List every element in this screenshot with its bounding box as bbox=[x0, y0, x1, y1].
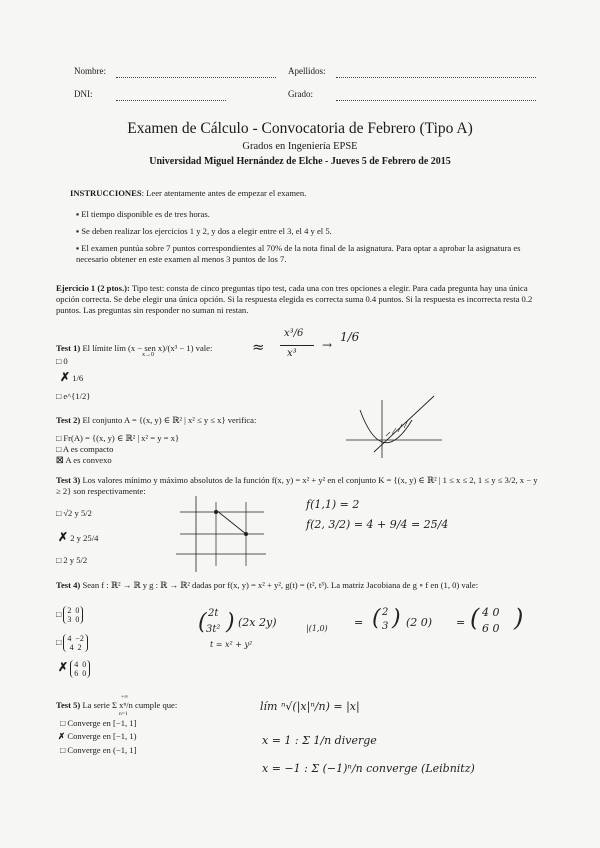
exam-subtitle: Grados en Ingeniería EPSE bbox=[242, 141, 358, 152]
bullet-3: ▪ El examen puntúa sobre 7 puntos correspondientes al 70% de la nota final de la asignatura. Para optar a aprobar la asignatura es necesario obtener en este examen al menos 3 puntos de los 7. bbox=[76, 243, 521, 264]
university-line: Universidad Miguel Hernández de Elche - Jueves 5 de Febrero de 2015 bbox=[149, 156, 451, 167]
nombre-field[interactable] bbox=[116, 77, 276, 78]
test1-hand-num: x³/6 bbox=[284, 328, 304, 339]
test4-hand-row: (2x 2y) bbox=[238, 616, 277, 629]
test5-statement: Test 5) La serie Σ xⁿ/n cumple que: bbox=[56, 700, 178, 710]
test1-option-b[interactable]: ✗ 1/6 bbox=[60, 370, 84, 384]
exam-title: Examen de Cálculo - Convocatoria de Febrero (Tipo A) bbox=[127, 120, 473, 137]
test2-statement: Test 2) El conjunto A = {(x, y) ∈ ℝ² | x² ≤ y ≤ x} verifica: bbox=[56, 415, 257, 425]
test3-hand-2: f(2, 3/2) = 4 + 9/4 = 25/4 bbox=[306, 518, 449, 531]
test1-lim-sub: x→0 bbox=[142, 352, 154, 358]
test1-hand-result: 1/6 bbox=[340, 330, 360, 344]
test1-hand-fracline bbox=[280, 345, 314, 346]
test4-hand-3t2: 3t² bbox=[206, 624, 221, 635]
test5-hand-1: lím ⁿ√(|x|ⁿ/n) = |x| bbox=[260, 700, 360, 713]
test5-sum-bottom: n=1 bbox=[119, 711, 128, 717]
test4-hand-3: 3 bbox=[382, 621, 389, 632]
bullet-1: ▪ El tiempo disponible es de tres horas. bbox=[76, 209, 210, 219]
cross-mark-icon: ☒ bbox=[56, 455, 64, 465]
test4-hand-paren3-close: ) bbox=[514, 604, 524, 632]
test5-hand-3: x = −1 : Σ (−1)ⁿ/n converge (Leibnitz) bbox=[262, 762, 475, 775]
test4-hand-paren-open: ( bbox=[198, 610, 207, 635]
test4-hand-paren2-open: ( bbox=[372, 606, 381, 631]
cross-mark-icon: ✗ bbox=[58, 530, 69, 544]
nombre-label: Nombre: bbox=[74, 66, 106, 76]
test4-hand-row2: (2 0) bbox=[406, 616, 433, 629]
test1-hand-approx: ≈ bbox=[252, 338, 265, 356]
matrix-a: 2 0 3 0 bbox=[63, 606, 83, 624]
test4-hand-paren3-open: ( bbox=[470, 604, 480, 632]
test4-hand-eval: |(1,0) bbox=[306, 624, 328, 633]
test4-hand-r2: 6 0 bbox=[482, 622, 500, 635]
cross-mark-icon: ✗ bbox=[58, 660, 69, 674]
test3-hand-1: f(1,1) = 2 bbox=[306, 498, 360, 511]
test2-parabola-sketch bbox=[346, 392, 446, 462]
test3-option-b[interactable]: ✗ 2 y 25/4 bbox=[58, 530, 99, 544]
test1-hand-den: x³ bbox=[287, 348, 297, 359]
test3-statement: Test 3) Los valores mínimo y máximo absolutos de la función f(x, y) = x² + y² en el conjunto K = {(x, y) ∈ ℝ² | 1 ≤ x ≤ 2, 1 ≤ y ≤ 3/2, x − y ≥ 2} son respectivamente: bbox=[56, 475, 538, 496]
test4-statement: Test 4) Sean f : ℝ² → ℝ y g : ℝ → ℝ² dadas por f(x, y) = x² + y², g(t) = (t², t³). La matriz Jacobiana de g ∘ f en (1, 0) vale: bbox=[56, 580, 479, 590]
test4-hand-paren-close: ) bbox=[226, 610, 235, 635]
test4-hand-paren2-close: ) bbox=[392, 606, 401, 631]
instructions-heading: INSTRUCCIONES bbox=[70, 188, 142, 198]
test4-hand-sub: t = x² + y² bbox=[210, 640, 253, 649]
matrix-b: 4 −2 4 2 bbox=[63, 634, 88, 652]
test2-option-b[interactable]: □ A es compacto bbox=[56, 444, 114, 454]
test3-region-sketch bbox=[176, 496, 268, 572]
test4-hand-eq1: = bbox=[354, 616, 364, 629]
test1-hand-arrow: → bbox=[322, 338, 333, 352]
test5-option-b[interactable]: ✗ Converge en [−1, 1) bbox=[58, 731, 137, 741]
ejercicio1-text: Ejercicio 1 (2 ptos.): Tipo test: consta de cinco preguntas tipo test, cada una con tres opciones a elegir. Para cada pregunta hay una única opción correcta. Se debe elegir una única opción. Si la respuesta elegida es correcta suma 0.4 puntos. Si la respuesta es incorrecta resta 0.2 puntos. Las preguntas sin responder no suman ni restan. bbox=[56, 283, 533, 315]
test2-option-a[interactable]: □ Fr(A) = {(x, y) ∈ ℝ² | x² = y = x} bbox=[56, 433, 180, 443]
bullet-2: ▪ Se deben realizar los ejercicios 1 y 2, y dos a elegir entre el 3, el 4 y el 5. bbox=[76, 226, 332, 236]
matrix-c: 4 0 6 0 bbox=[70, 660, 90, 678]
test1-option-c[interactable]: □ e^{1/2} bbox=[56, 391, 91, 401]
test1-statement: Test 1) El límite lím (x − sen x)/(x³ − 1) vale: bbox=[56, 343, 213, 353]
test3-option-c[interactable]: □ 2 y 5/2 bbox=[56, 555, 88, 565]
test4-option-b[interactable]: □ 4 −2 4 2 bbox=[56, 634, 88, 652]
cross-mark-icon: ✗ bbox=[60, 370, 71, 384]
test4-hand-2: 2 bbox=[382, 607, 389, 618]
dni-field[interactable] bbox=[116, 100, 226, 101]
test2-option-c[interactable]: ☒ A es convexo bbox=[56, 455, 112, 465]
test4-hand-eq2: = bbox=[456, 616, 466, 629]
test5-sum-top: +∞ bbox=[121, 694, 129, 700]
test1-option-a[interactable]: □ 0 bbox=[56, 356, 68, 366]
apellidos-field[interactable] bbox=[336, 77, 536, 78]
cross-mark-icon: ✗ bbox=[58, 731, 66, 741]
test5-option-c[interactable]: □ Converge en (−1, 1] bbox=[60, 745, 137, 755]
test4-option-c[interactable] bbox=[58, 660, 90, 678]
grado-label: Grado: bbox=[288, 89, 313, 99]
test5-option-a[interactable]: □ Converge en [−1, 1] bbox=[60, 718, 137, 728]
instructions-line bbox=[70, 188, 306, 198]
ejercicio1-heading: Ejercicio 1 (2 ptos.): bbox=[56, 283, 130, 293]
instructions-intro: : Leer atentamente antes de empezar el examen. bbox=[141, 188, 307, 198]
dni-label: DNI: bbox=[74, 89, 93, 99]
test3-option-a[interactable]: □ √2 y 5/2 bbox=[56, 508, 92, 518]
apellidos-label: Apellidos: bbox=[288, 66, 326, 76]
test4-hand-r1: 4 0 bbox=[482, 606, 500, 619]
test4-option-a[interactable]: □ 2 0 3 0 bbox=[56, 606, 83, 624]
test5-hand-2: x = 1 : Σ 1/n diverge bbox=[262, 734, 377, 747]
grado-field[interactable] bbox=[336, 100, 536, 101]
test4-hand-2t: 2t bbox=[208, 608, 219, 619]
